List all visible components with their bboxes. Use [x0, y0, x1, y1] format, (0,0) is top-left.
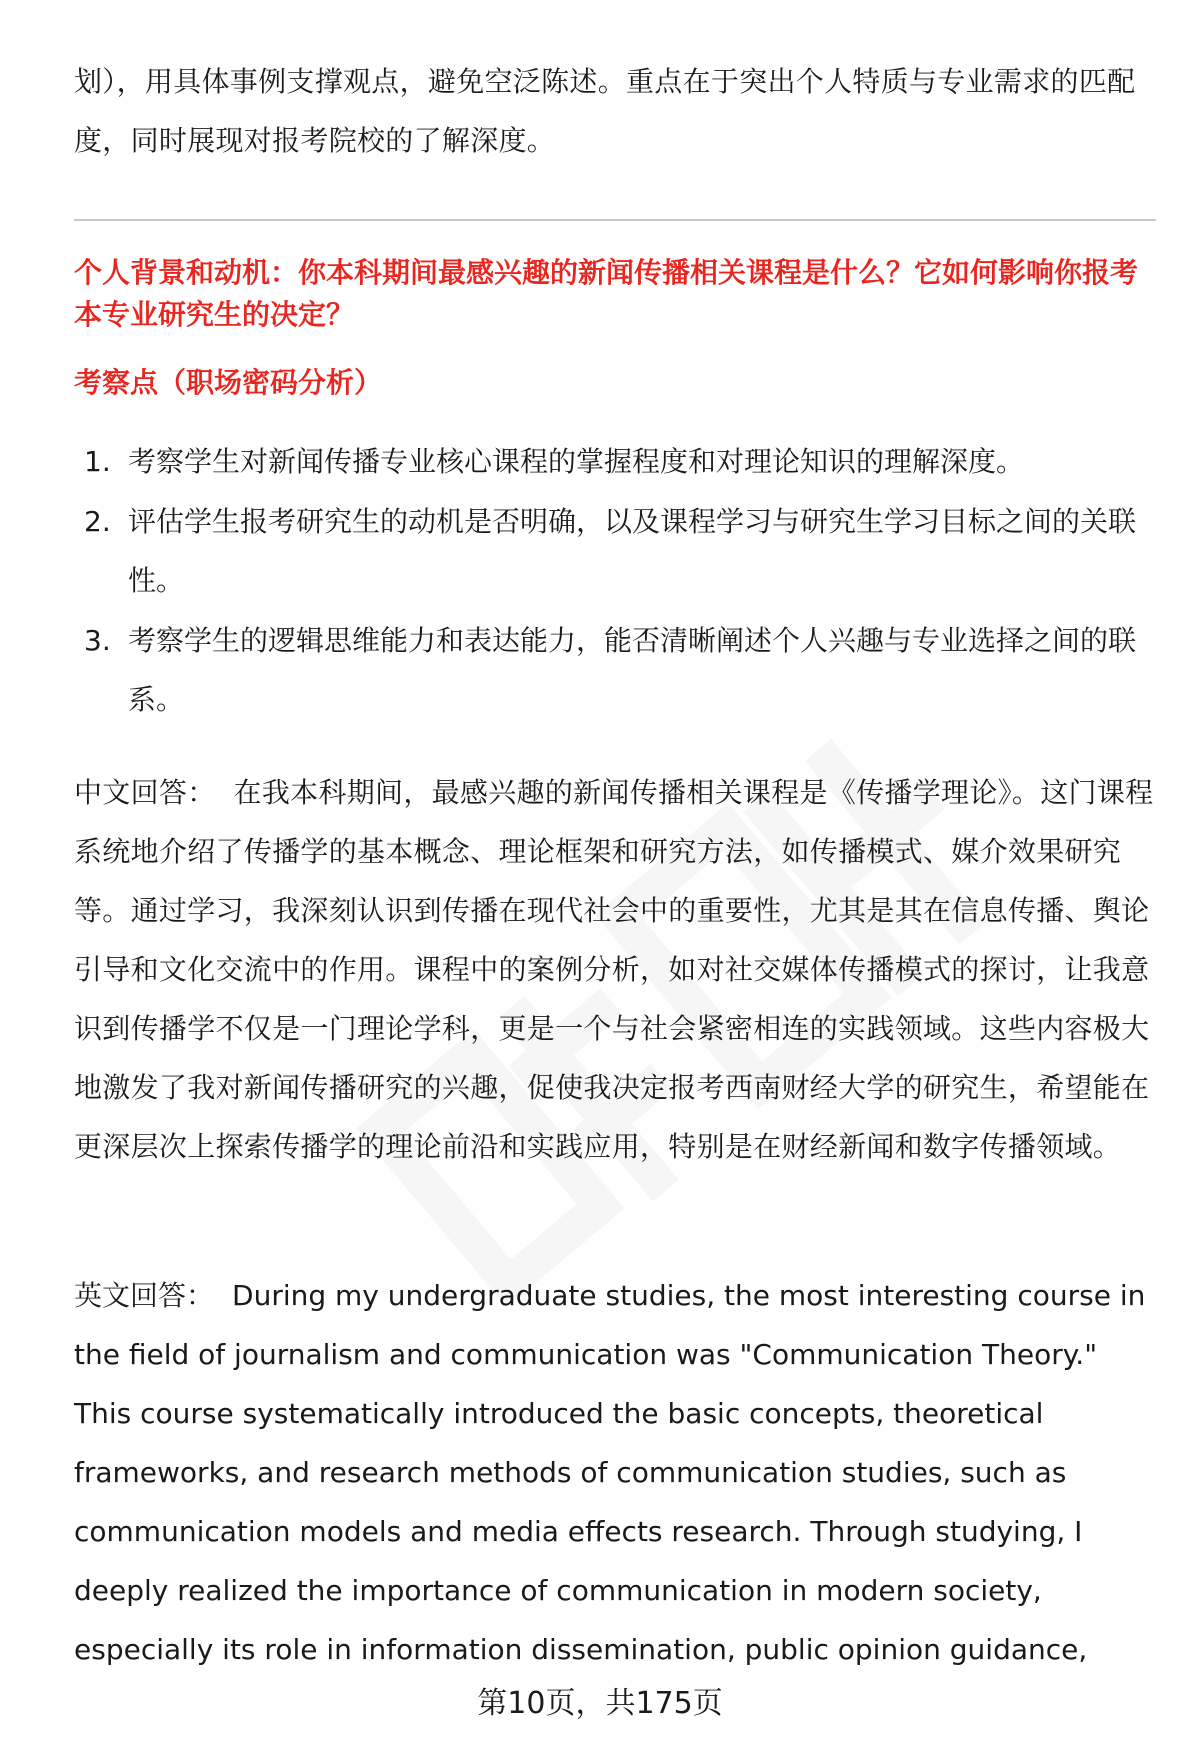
list-item-number: 3. — [84, 624, 111, 657]
section-divider — [74, 219, 1156, 221]
english-answer-label: 英文回答： — [74, 1279, 215, 1312]
english-answer-paragraph — [74, 1266, 1156, 1679]
chinese-answer-label: 中文回答： — [74, 776, 216, 809]
list-item-number: 1. — [84, 445, 111, 478]
intro-paragraph: 划），用具体事例支撑观点，避免空泛陈述。重点在于突出个人特质与专业需求的匹配度，同时展现对报考院校的了解深度。 — [74, 65, 1136, 157]
list-item — [74, 611, 1156, 729]
chinese-answer-text: 在我本科期间，最感兴趣的新闻传播相关课程是《传播学理论》。这门课程系统地介绍了传播学的基本概念、理论框架和研究方法，如传播模式、媒介效果研究等。通过学习，我深刻认识到传播在现代社会中的重要性，尤其是其在信息传播、舆论引导和文化交流中的作用。课程中的案例分析，如对社交媒体传播模式的探讨，让我意识到传播学不仅是一门理论学科，更是一个与社会紧密相连的实践领域。这些内容极大地激发了我对新闻传播研究的兴趣，促使我决定报考西南财经大学的研究生，希望能在更深层次上探索传播学的理论前沿和实践应用，特别是在财经新闻和数字传播领域。 — [74, 776, 1154, 1163]
list-item-text: 考察学生的逻辑思维能力和表达能力，能否清晰阐述个人兴趣与专业选择之间的联系。 — [128, 624, 1137, 716]
question-heading: 个人背景和动机：你本科期间最感兴趣的新闻传播相关课程是什么？它如何影响你报考本专业研究生的决定？ — [74, 256, 1139, 331]
list-item-text: 评估学生报考研究生的动机是否明确，以及课程学习与研究生学习目标之间的关联性。 — [128, 505, 1137, 597]
assessment-points-list — [74, 432, 1156, 730]
english-answer-text: During my undergraduate studies, the most interesting course in the field of journalism and communication was "Communication Theory." This course systematically introduced the basic concepts, theoretical frameworks, and research methods of communication studies, such as communication models and media effects research. Through studying, I deeply realized the importance of communication in modern society, especially its role in information dissemination, public opinion guidance, — [74, 1279, 1146, 1666]
page-number-footer: 第10页，共175页 — [477, 1686, 723, 1721]
list-item — [74, 432, 1156, 491]
list-item — [74, 492, 1156, 610]
list-item-number: 2. — [84, 505, 111, 538]
list-item-text: 考察学生对新闻传播专业核心课程的掌握程度和对理论知识的理解深度。 — [128, 445, 1025, 478]
assessment-label: 考察点（职场密码分析） — [74, 366, 383, 399]
chinese-answer-paragraph — [74, 763, 1156, 1176]
